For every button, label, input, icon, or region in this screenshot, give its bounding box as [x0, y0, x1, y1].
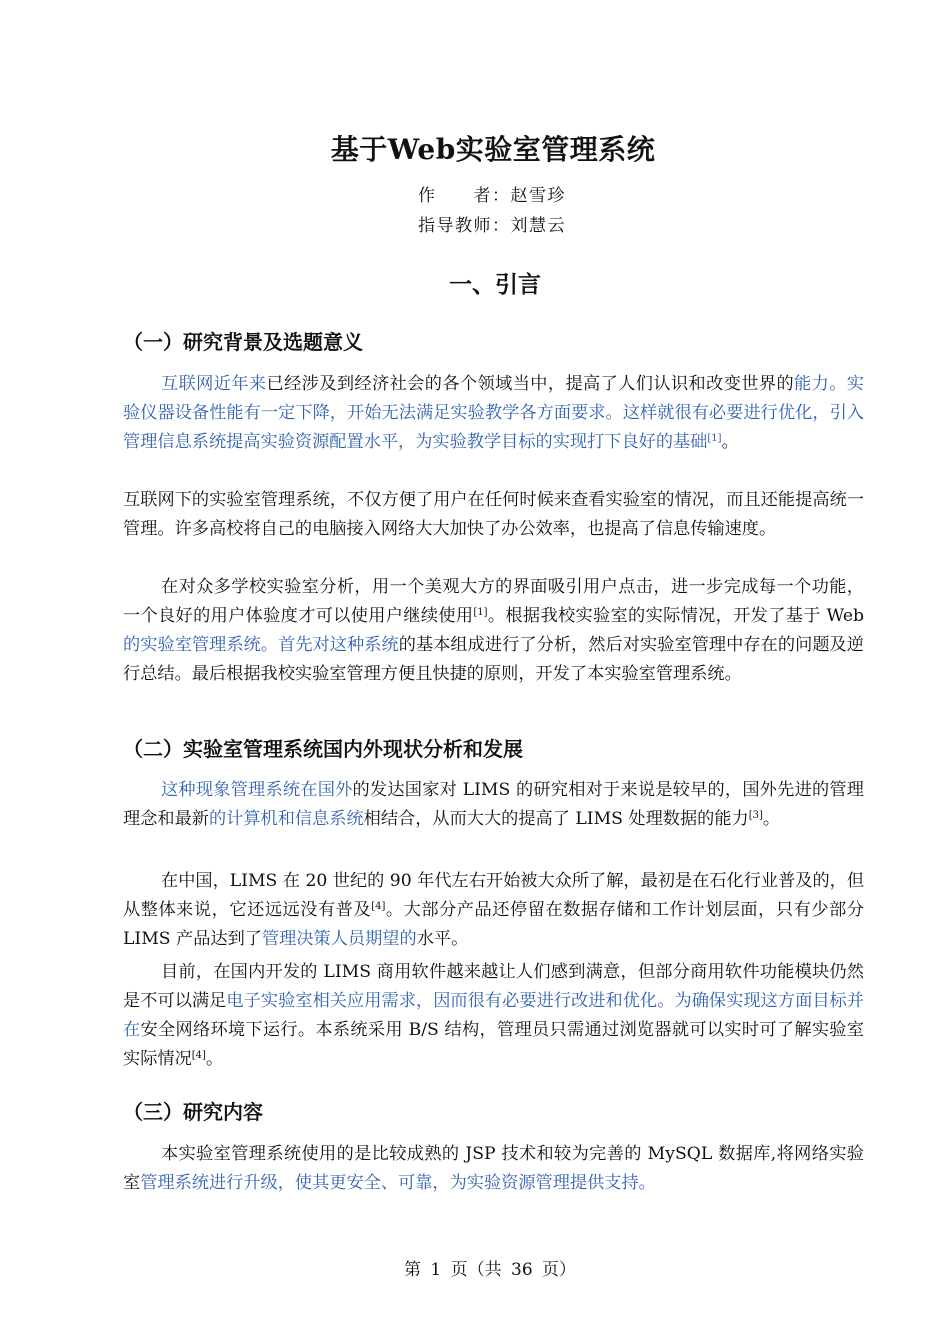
- body-text: 在中国，LIMS 在 20 世纪的 90 年代左右开始被大众所了解，最初是在石化行业普及的，但从整体来说，它还远远没有普及: [123, 871, 865, 920]
- section-heading-introduction: 一、引言: [449, 271, 541, 298]
- paragraph-4: [123, 776, 864, 834]
- body-text: 。根据我校实验室的实际情况，开发了基于 Web: [487, 606, 864, 626]
- footer-prefix: 第: [403, 1260, 421, 1280]
- body-text: 。: [205, 1049, 224, 1069]
- highlighted-text: 电子实验室相关应用需求，因而很有必要进行改进和优化。为确保实现这方面目标并在: [123, 991, 864, 1040]
- paragraph-7: [123, 1140, 864, 1198]
- paragraph-3: [123, 573, 864, 689]
- citation-ref: [4]: [191, 1050, 206, 1061]
- advisor-name: ：刘慧云: [492, 216, 566, 236]
- footer-middle: 页（共: [450, 1260, 502, 1280]
- highlighted-text: 能力。实验仪器设备性能有一定下降，开始无法满足实验教学各方面要求。这样就很有必要进行优化，引入管理信息系统提高实验资源配置水平，为实验教学目标的实现打下良好的基础: [123, 374, 864, 452]
- paragraph-6: [123, 958, 864, 1074]
- body-text: 。大部分产品还停留在数据存储和工作计划层面，只有少部分 LIMS 产品达到了: [123, 900, 864, 949]
- paragraph-5: [123, 867, 864, 954]
- body-text: 的发达国家对 LIMS 的研究相对于来说是较早的，国外先进的管理理念和最新: [123, 780, 864, 829]
- body-text: 目前，在国内开发的 LIMS 商用软件越来越让人们感到满意，但部分商用软件功能模块仍然是不可以满足: [123, 962, 864, 1011]
- subheading-research-content: （三）研究内容: [123, 1100, 263, 1124]
- paragraph-1: [123, 370, 864, 457]
- advisor-line: [418, 211, 566, 236]
- body-text: 。: [762, 809, 781, 829]
- author-line: [418, 181, 566, 206]
- citation-ref: [1]: [473, 607, 488, 618]
- citation-ref: [1]: [707, 433, 722, 444]
- footer-suffix: 页）: [542, 1260, 577, 1280]
- author-name: ：赵雪珍: [492, 186, 566, 206]
- body-text: 相结合，从而大大的提高了 LIMS 处理数据的能力: [363, 809, 749, 829]
- body-text: 在对众多学校实验室分析，用一个美观大方的界面吸引用户点击，进一步完成每一个功能，一个良好的用户体验度才可以使用户继续使用: [123, 577, 864, 626]
- highlighted-text: 管理决策人员期望的: [261, 929, 417, 949]
- total-pages: 36: [511, 1260, 533, 1280]
- author-label: 作 者: [418, 186, 492, 206]
- advisor-label: 指导教师: [418, 216, 492, 236]
- highlighted-text: 互联网近年来: [161, 374, 267, 394]
- body-text: 。: [721, 432, 739, 452]
- citation-ref: [4]: [371, 901, 386, 912]
- paragraph-2: 互联网下的实验室管理系统，不仅方便了用户在任何时候来查看实验室的情况，而且还能提高统一管理。许多高校将自己的电脑接入网络大大加快了办公效率，也提高了信息传输速度。: [123, 490, 864, 539]
- highlighted-text: 的计算机和信息系统: [208, 809, 364, 829]
- body-text: 安全网络环境下运行。本系统采用 B/S 结构，管理员只需通过浏览器就可以实时可了解实验室实际情况: [123, 1020, 864, 1069]
- body-text: 水平。: [416, 929, 469, 949]
- body-text: 的基本组成进行了分析，然后对实验室管理中存在的问题及逆行总结。最后根据我校实验室管理方便且快捷的原则，开发了本实验室管理系统。: [123, 635, 864, 684]
- subheading-status-analysis: （二）实验室管理系统国内外现状分析和发展: [123, 737, 523, 761]
- citation-ref: [3]: [748, 810, 763, 821]
- page-footer: [0, 1255, 950, 1280]
- body-text: 已经涉及到经济社会的各个领域当中，提高了人们认识和改变世界的: [266, 374, 795, 394]
- highlighted-text: 的实验室管理系统。首先对这种系统: [123, 635, 399, 655]
- page-number: 1: [430, 1260, 442, 1280]
- highlighted-text: 这种现象管理系统在国外: [161, 780, 353, 800]
- subheading-research-background: （一）研究背景及选题意义: [123, 330, 363, 354]
- highlighted-text: 管理系统进行升级，使其更安全、可靠，为实验资源管理提供支持。: [140, 1173, 656, 1193]
- body-text: 本实验室管理系统使用的是比较成熟的 JSP 技术和较为完善的 MySQL 数据库,将网络实验室: [123, 1144, 864, 1193]
- document-title: 基于Web实验室管理系统: [330, 133, 656, 166]
